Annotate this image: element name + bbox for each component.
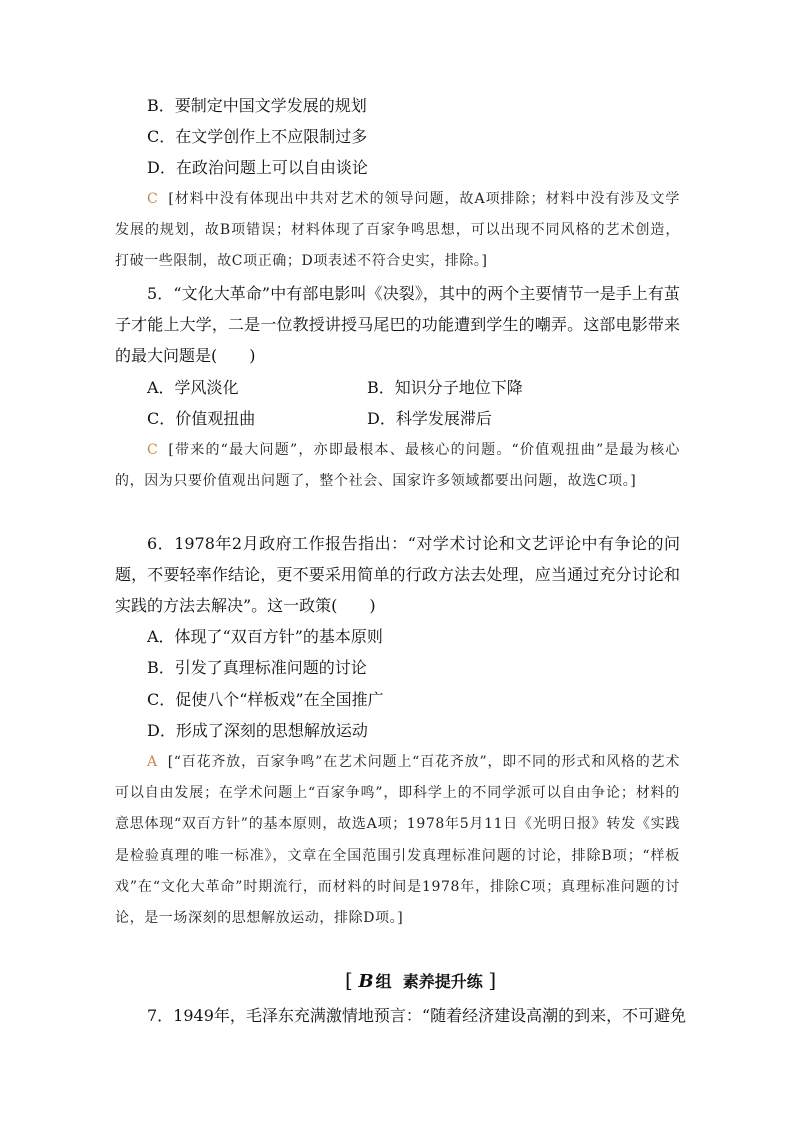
q6-option-b: B．引发了真理标准问题的讨论	[147, 658, 367, 677]
q6-answer-letter: A	[147, 754, 158, 770]
q5-option-d: D．科学发展滞后	[367, 409, 492, 428]
q4-option-b: B．要制定中国文学发展的规划	[147, 96, 367, 115]
q6-option-c: C．促使八个“样板戏”在全国推广	[147, 690, 384, 709]
q7-stem: 7．1949年，毛泽东充满激情地预言：“随着经济建设高潮的到来，不可避免	[147, 1006, 687, 1025]
q4-answer-text: [材料中没有体现出中共对艺术的领导问题，故A项排除；材料中没有涉及文学发展的规划，故B项错误；材料体现了百家争鸣思想，可以出现不同风格的艺术创造，打破一些限制，故C项正确；D项表述不符合史实，排除。]	[115, 191, 680, 270]
q6-answer-explanation	[115, 747, 680, 934]
section-bracket-left: [	[345, 968, 353, 992]
section-letter: B	[358, 971, 374, 992]
q4-answer-explanation	[115, 184, 680, 278]
q6-stem: 6．1978年2月政府工作报告指出：“对学术讨论和文艺评论中有争论的问题，不要轻率作结论，更不要采用简单的行政方法去处理，应当通过充分讨论和实践的方法去解决”。这一政策( )	[115, 534, 680, 616]
q6-option-a: A．体现了“双百方针”的基本原则	[147, 627, 383, 646]
q6-answer-text: [“百花齐放，百家争鸣”在艺术问题上“百花齐放”，即不同的形式和风格的艺术可以自由发展；在学术问题上“百家争鸣”，即科学上的不同学派可以自由争论；材料的意思体现“双百方针”的基本原则，故选A项；1978年5月11日《光明日报》转发《实践是检验真理的唯一标准》，文章在全国范围引发真理标准问题的讨论，排除B项；“样板戏”在“文化大革命”时期流行，而材料的时间是1978年，排除C项；真理标准问题的讨论，是一场深刻的思想解放运动，排除D项。]	[115, 754, 680, 927]
q5-answer-text: [带来的“最大问题”，亦即最根本、最核心的问题。“价值观扭曲”是最为核心的，因为只要价值观出问题了，整个社会、国家许多领域都要出问题，故选C项。]	[115, 442, 680, 490]
section-title: 素养提升练	[402, 972, 483, 991]
q5-answer-explanation	[115, 435, 680, 497]
q4-answer-letter: C	[147, 191, 159, 207]
section-banner	[345, 968, 496, 994]
q5-option-a: A．学风淡化	[147, 378, 239, 397]
q5-answer-letter: C	[147, 442, 159, 458]
q4-option-c: C．在文学创作上不应限制过多	[147, 127, 368, 146]
q5-stem: 5．“文化大革命”中有部电影叫《决裂》，其中的两个主要情节一是手上有茧子才能上大学，二是一位教授讲授马尾巴的功能遭到学生的嘲弄。这部电影带来的最大问题是( )	[115, 284, 680, 366]
q4-option-d: D．在政治问题上可以自由谈论	[147, 158, 368, 177]
q6-option-d: D．形成了深刻的思想解放运动	[147, 721, 368, 740]
section-group: 组	[375, 972, 392, 991]
section-bracket-right: ]	[488, 968, 497, 992]
q5-option-c: C．价值观扭曲	[147, 409, 256, 428]
q5-option-b: B．知识分子地位下降	[367, 378, 523, 397]
